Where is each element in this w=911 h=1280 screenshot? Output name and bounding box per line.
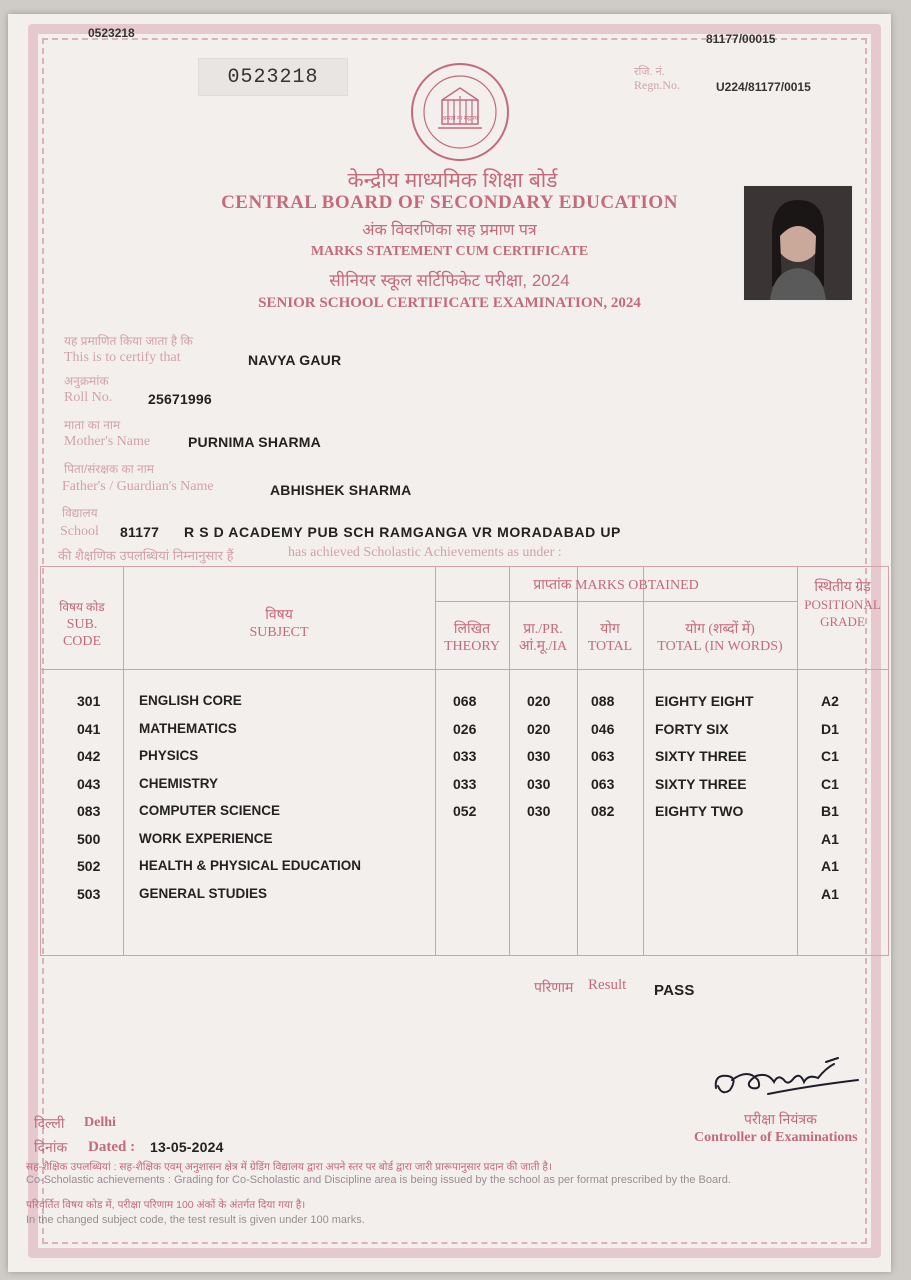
school-code: 81177 <box>120 524 160 540</box>
cell-total: 063 <box>591 748 615 764</box>
board-title: CENTRAL BOARD OF SECONDARY EDUCATION <box>221 192 678 213</box>
cell-pr: 030 <box>527 803 551 819</box>
header-grade-hindi: स्थितीय ग्रेड <box>814 580 871 595</box>
result-label: Result <box>588 977 627 993</box>
table-row <box>41 744 888 771</box>
table-row <box>41 799 888 826</box>
cell-grade: A1 <box>821 858 839 874</box>
cell-code: 301 <box>77 693 101 709</box>
table-row <box>41 772 888 799</box>
header-pr: प्रा./PR. <box>523 622 563 637</box>
header-ia: आं.मू./IA <box>518 639 568 654</box>
certify-hindi: यह प्रमाणित किया जाता है कि <box>64 334 193 348</box>
mother-label: Mother's Name <box>64 434 151 449</box>
table-row <box>41 827 888 854</box>
cell-theory: 026 <box>453 720 477 737</box>
roll-label: Roll No. <box>64 390 113 405</box>
serial-number-box: 0523218 <box>198 58 348 96</box>
cell-pr: 030 <box>527 748 551 764</box>
place-hindi: दिल्ली <box>34 1115 65 1131</box>
exam-title: SENIOR SCHOOL CERTIFICATE EXAMINATION, 2024 <box>258 295 641 311</box>
cell-name: GENERAL STUDIES <box>139 885 268 901</box>
header-sub: SUB. <box>66 617 98 632</box>
cell-code: 503 <box>77 885 101 902</box>
doc-title-hindi: अंक विवरणिका सह प्रमाण पत्र <box>362 222 537 239</box>
table-row <box>41 854 888 881</box>
cell-code: 500 <box>77 830 101 847</box>
table-row <box>41 689 888 716</box>
certify-label: This is to certify that <box>64 350 181 365</box>
father-hindi: पिता/संरक्षक का नाम <box>64 462 154 476</box>
cell-total: 088 <box>591 693 615 709</box>
header-theory-hindi: लिखित <box>453 622 491 637</box>
cell-grade: A1 <box>821 885 839 902</box>
cell-pr: 020 <box>527 720 551 737</box>
cell-name: PHYSICS <box>139 748 199 763</box>
table-row <box>41 717 888 744</box>
regn-number: U224/81177/0015 <box>716 80 811 94</box>
cell-words: SIXTY THREE <box>655 748 747 764</box>
cell-words: EIGHTY TWO <box>655 803 744 819</box>
school-label: School <box>60 524 99 539</box>
cell-code: 502 <box>77 858 101 874</box>
exam-title-hindi: सीनियर स्कूल सर्टिफिकेट परीक्षा, 2024 <box>329 271 570 290</box>
table-row <box>41 882 888 909</box>
roll-number: 25671996 <box>148 391 212 407</box>
cell-code: 041 <box>77 720 101 737</box>
cell-grade: D1 <box>821 720 839 737</box>
top-left-number: 0523218 <box>88 26 135 40</box>
controller-signature-icon <box>708 1050 868 1100</box>
cell-name: ENGLISH CORE <box>139 693 242 708</box>
cell-grade: A2 <box>821 693 839 709</box>
dated-hindi: दिनांक <box>34 1139 68 1155</box>
top-right-number: 81177/00015 <box>706 32 776 46</box>
cell-grade: A1 <box>821 830 839 847</box>
cell-total: 046 <box>591 720 615 737</box>
header-subject: SUBJECT <box>249 625 309 640</box>
student-name: NAVYA GAUR <box>248 352 342 368</box>
result-value: PASS <box>654 982 695 999</box>
header-subject-hindi: विषय <box>265 608 293 623</box>
place: Delhi <box>84 1115 116 1130</box>
student-photo <box>742 184 854 302</box>
cbse-emblem-icon <box>408 60 512 164</box>
school-name: R S D ACADEMY PUB SCH RAMGANGA VR MORADABAD UP <box>184 524 621 540</box>
certificate-sheet <box>8 14 891 1272</box>
footnote-1: Co-Scholastic achievements : Grading for Co-Scholastic and Discipline area is being issued by the school as per format prescribed by the Board. <box>26 1174 731 1186</box>
cell-total: 063 <box>591 775 615 792</box>
cell-grade: C1 <box>821 775 839 792</box>
cell-words: SIXTY THREE <box>655 775 747 792</box>
header-code: CODE <box>62 634 102 649</box>
cell-name: MATHEMATICS <box>139 720 237 736</box>
school-hindi: विद्यालय <box>62 506 98 520</box>
cell-pr: 030 <box>527 775 551 792</box>
cell-total: 082 <box>591 803 615 819</box>
header-words: TOTAL (IN WORDS) <box>657 639 783 654</box>
header-theory: THEORY <box>444 639 500 654</box>
header-grade: GRADE <box>820 614 865 629</box>
marks-table <box>40 566 889 956</box>
footnote-2: In the changed subject code, the test result is given under 100 marks. <box>26 1214 365 1226</box>
cell-theory: 068 <box>453 693 477 709</box>
header-sub-code-hindi: विषय कोड <box>59 600 105 614</box>
cell-name: WORK EXPERIENCE <box>139 830 273 846</box>
header-positional: POSITIONAL <box>804 597 881 612</box>
achieved-label: has achieved Scholastic Achievements as under : <box>288 545 562 560</box>
footnote-1-hindi: सह-शैक्षिक उपलब्धियां : सह-शैक्षिक एवम् अनुशासन क्षेत्र में ग्रेडिंग विद्यालय द्वारा अपने स्तर पर बोर्ड द्वारा जारी प्रारूपानुसार प्रदान की जाती है। <box>26 1161 552 1173</box>
cell-grade: C1 <box>821 748 839 764</box>
issue-date: 13-05-2024 <box>150 1139 224 1155</box>
mother-hindi: माता का नाम <box>64 418 121 432</box>
footnote-2-hindi: परिवर्तित विषय कोड में, परीक्षा परिणाम 100 अंकों के अंतर्गत दिया गया है। <box>26 1199 306 1211</box>
header-marks: MARKS OBTAINED <box>575 578 699 593</box>
header-total-hindi: योग <box>600 622 620 637</box>
cell-code: 043 <box>77 775 101 792</box>
cell-code: 042 <box>77 748 101 764</box>
dated-label: Dated : <box>88 1139 136 1155</box>
cell-theory: 052 <box>453 803 477 819</box>
cell-words: FORTY SIX <box>655 720 729 737</box>
regn-label: Regn.No. <box>634 78 680 92</box>
emblem-motto: असतो मा सद्गमय <box>441 116 479 122</box>
header-words-hindi: योग (शब्दों में) <box>685 622 755 637</box>
header-total: TOTAL <box>587 639 633 654</box>
cell-grade: B1 <box>821 803 839 819</box>
father-name: ABHISHEK SHARMA <box>270 482 412 498</box>
cell-name: HEALTH & PHYSICAL EDUCATION <box>139 858 362 873</box>
cell-theory: 033 <box>453 748 477 764</box>
cell-words: EIGHTY EIGHT <box>655 693 754 709</box>
cell-pr: 020 <box>527 693 551 709</box>
cell-code: 083 <box>77 803 101 819</box>
achieved-hindi: की शैक्षणिक उपलब्धियां निम्नानुसार हैं <box>58 548 234 563</box>
regn-label-hindi: रजि. नं. <box>634 66 665 78</box>
board-title-hindi: केन्द्रीय माध्यमिक शिक्षा बोर्ड <box>347 169 558 192</box>
cell-name: CHEMISTRY <box>139 775 219 791</box>
controller-hindi: परीक्षा नियंत्रक <box>744 1111 817 1127</box>
controller-title: Controller of Examinations <box>694 1130 858 1145</box>
cell-theory: 033 <box>453 775 477 792</box>
roll-hindi: अनुक्रमांक <box>64 374 109 388</box>
result-hindi: परिणाम <box>534 979 574 995</box>
header-marks-hindi: प्राप्तांक <box>533 578 572 593</box>
father-label: Father's / Guardian's Name <box>62 479 214 494</box>
doc-title: MARKS STATEMENT CUM CERTIFICATE <box>310 244 589 259</box>
mother-name: PURNIMA SHARMA <box>188 434 321 450</box>
cell-name: COMPUTER SCIENCE <box>139 803 281 818</box>
